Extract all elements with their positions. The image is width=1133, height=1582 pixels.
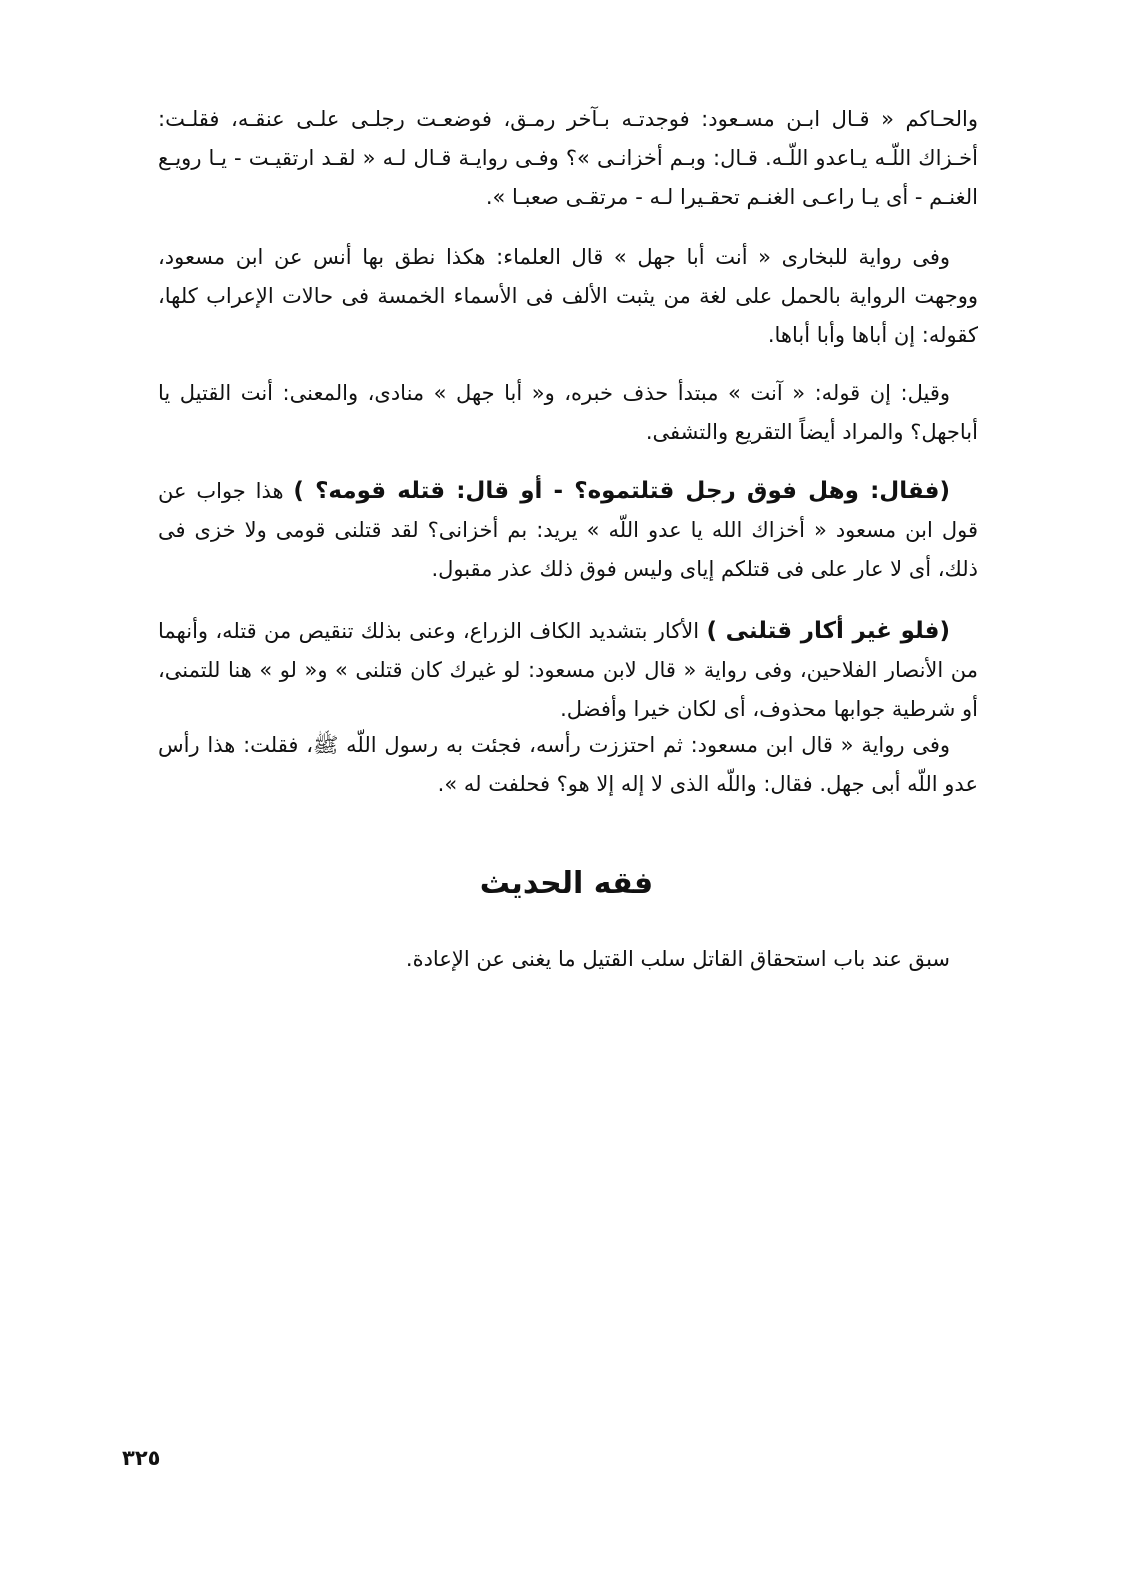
paragraph-5-text: الأكار بتشديد الكاف الزراع، وعنى بذلك تنقيص من قتله، وأنهما من الأنصار الفلاحين، وفى رواية « قال لابن مسعود: لو غيرك كان قتلنى » و« لو » هنا للتمنى، أو شرطية جوابها محذوف، أى لكان خيرا وأفضل. xyxy=(158,619,978,721)
section-heading: فقه الحديث xyxy=(479,866,654,901)
paragraph-5-content xyxy=(158,612,978,729)
paragraph-2-text: وفى رواية للبخارى « أنت أبا جهل » قال العلماء: هكذا نطق بها أنس عن ابن مسعود، ووجهت الرواية بالحمل على لغة من يثبت الألف فى الأسماء الخمسة فى حالات الإعراب كلها، كقوله: إن أباها وأبا أباها. xyxy=(158,245,978,347)
paragraph-3 xyxy=(158,374,978,452)
paragraph-4 xyxy=(158,472,978,589)
paragraph-6-text: وفى رواية « قال ابن مسعود: ثم احتززت رأسه، فجئت به رسول اللّه ﷺ، فقلت: هذا رأس عدو اللّه أبى جهل. فقال: واللّه الذى لا إله إلا هو؟ فحلفت له ». xyxy=(158,733,978,796)
paragraph-2 xyxy=(158,238,978,355)
closing-paragraph-text: سبق عند باب استحقاق القاتل سلب القتيل ما يغنى عن الإعادة. xyxy=(405,947,950,971)
paragraph-3-text: وقيل: إن قوله: « آنت » مبتدأ حذف خبره، و« أبا جهل » منادى، والمعنى: أنت القتيل يا أباجهل؟ والمراد أيضاً التقريع والتشفى. xyxy=(158,381,978,444)
paragraph-5 xyxy=(158,612,978,729)
paragraph-4-text: هذا جواب عن قول ابن مسعود « أخزاك الله يا عدو اللّه » يريد: بم أخزانى؟ لقد قتلنى قومى ولا خزى فى ذلك، أى لا عار على فى قتلكم إياى وليس فوق ذلك عذر مقبول. xyxy=(158,479,978,581)
paragraph-6 xyxy=(158,726,978,804)
paragraph-4-bold-quote: (فقال: وهل فوق رجل قتلتموه؟ - أو قال: قتله قومه؟ ) xyxy=(293,478,950,504)
page-number: ٣٢٥ xyxy=(122,1446,161,1470)
paragraph-4-content xyxy=(158,472,978,589)
paragraph-1 xyxy=(158,100,978,217)
paragraph-5-bold-quote: (فلو غير أكار قتلنى ) xyxy=(706,618,950,644)
paragraph-1-text: والحـاكم « قـال ابـن مسـعود: فوجدتـه بـآخر رمـق، فوضعـت رجلـى علـى عنقـه، فقلـت: أخـزاك اللّـه يـاعدو اللّـه. قـال: وبـم أخزانـى »؟ وفـى روايـة قـال لـه « لقـد ارتقيـت - يـا رويـع الغنـم - أى يـا راعـى الغنـم تحقـيرا لـه - مرتقـى صعبـا ». xyxy=(158,107,978,209)
closing-paragraph xyxy=(158,940,978,979)
